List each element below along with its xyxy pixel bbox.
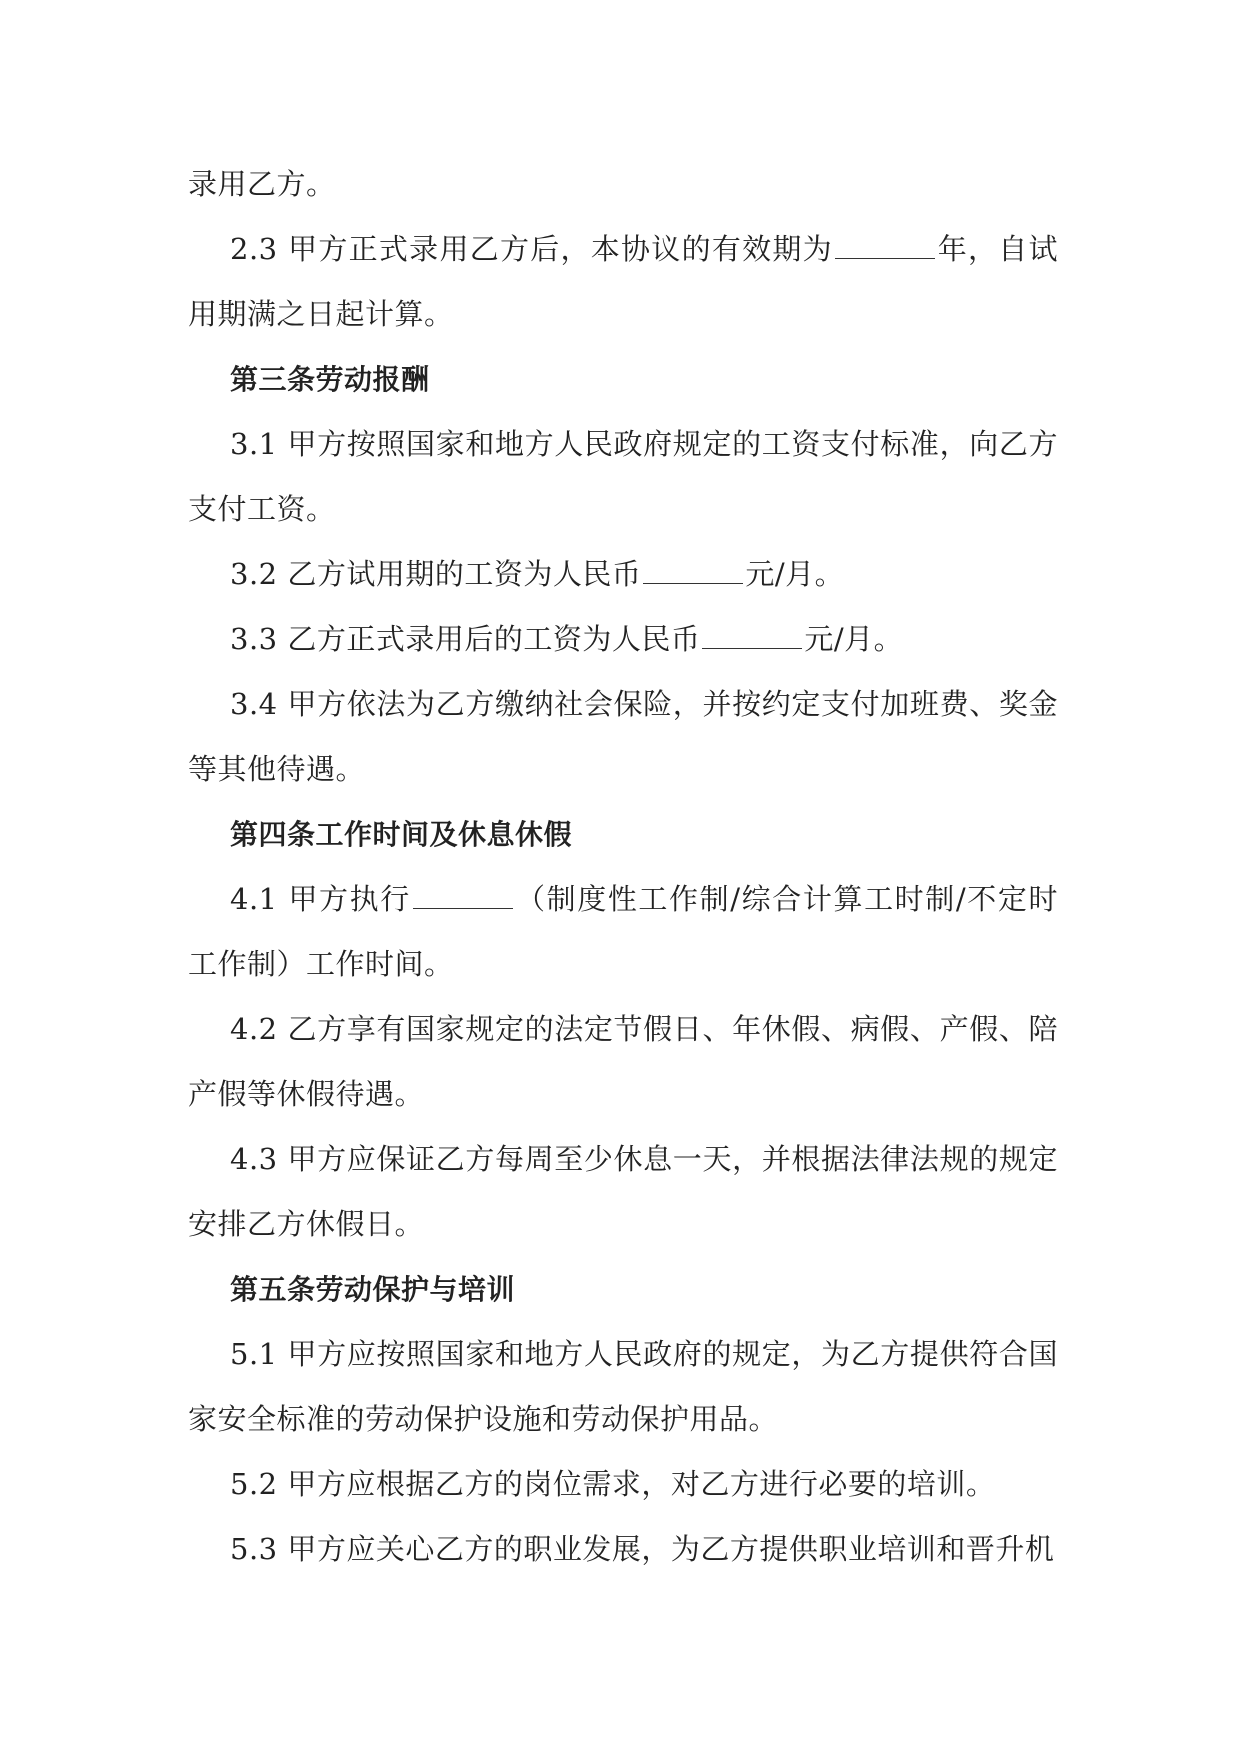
article-5-heading: 第五条劳动保护与培训 xyxy=(230,1273,516,1306)
fill-blank-probation-salary xyxy=(643,561,743,584)
clause-4-3: 4.3 甲方应保证乙方每周至少休息一天，并根据法律法规的规定安排乙方休假日。 xyxy=(188,1142,1058,1241)
clause-5-3: 5.3 甲方应关心乙方的职业发展，为乙方提供职业培训和晋升机 xyxy=(230,1532,1055,1566)
clause-3-3: 3.3 乙方正式录用后的工资为人民币 元/月。 xyxy=(230,622,904,656)
fill-blank-work-hours-system xyxy=(413,886,513,909)
clause-5-1: 5.1 甲方应按照国家和地方人民政府的规定，为乙方提供符合国家安全标准的劳动保护设施和劳动保护用品。 xyxy=(188,1337,1058,1436)
clause-3-4: 3.4 甲方依法为乙方缴纳社会保险，并按约定支付加班费、奖金等其他待遇。 xyxy=(188,687,1058,786)
clause-3-1: 3.1 甲方按照国家和地方人民政府规定的工资支付标准，向乙方支付工资。 xyxy=(188,427,1058,526)
fill-blank-formal-salary xyxy=(702,626,802,649)
paragraph-continuation: 录用乙方。 xyxy=(188,167,336,201)
article-4-heading: 第四条工作时间及休息休假 xyxy=(230,818,573,851)
clause-2-3: 2.3 甲方正式录用乙方后，本协议的有效期为 年，自试用期满之日起计算。 xyxy=(188,232,1058,331)
fill-blank-years xyxy=(835,236,935,259)
clause-4-2: 4.2 乙方享有国家规定的法定节假日、年休假、病假、产假、陪产假等休假待遇。 xyxy=(188,1012,1058,1111)
clause-4-1: 4.1 甲方执行 （制度性工作制/综合计算工时制/不定时工作制）工作时间。 xyxy=(188,882,1058,981)
article-3-heading: 第三条劳动报酬 xyxy=(230,363,430,396)
clause-5-2: 5.2 甲方应根据乙方的岗位需求，对乙方进行必要的培训。 xyxy=(230,1467,996,1501)
document-body xyxy=(188,152,1058,1582)
clause-3-2: 3.2 乙方试用期的工资为人民币 元/月。 xyxy=(230,557,845,591)
